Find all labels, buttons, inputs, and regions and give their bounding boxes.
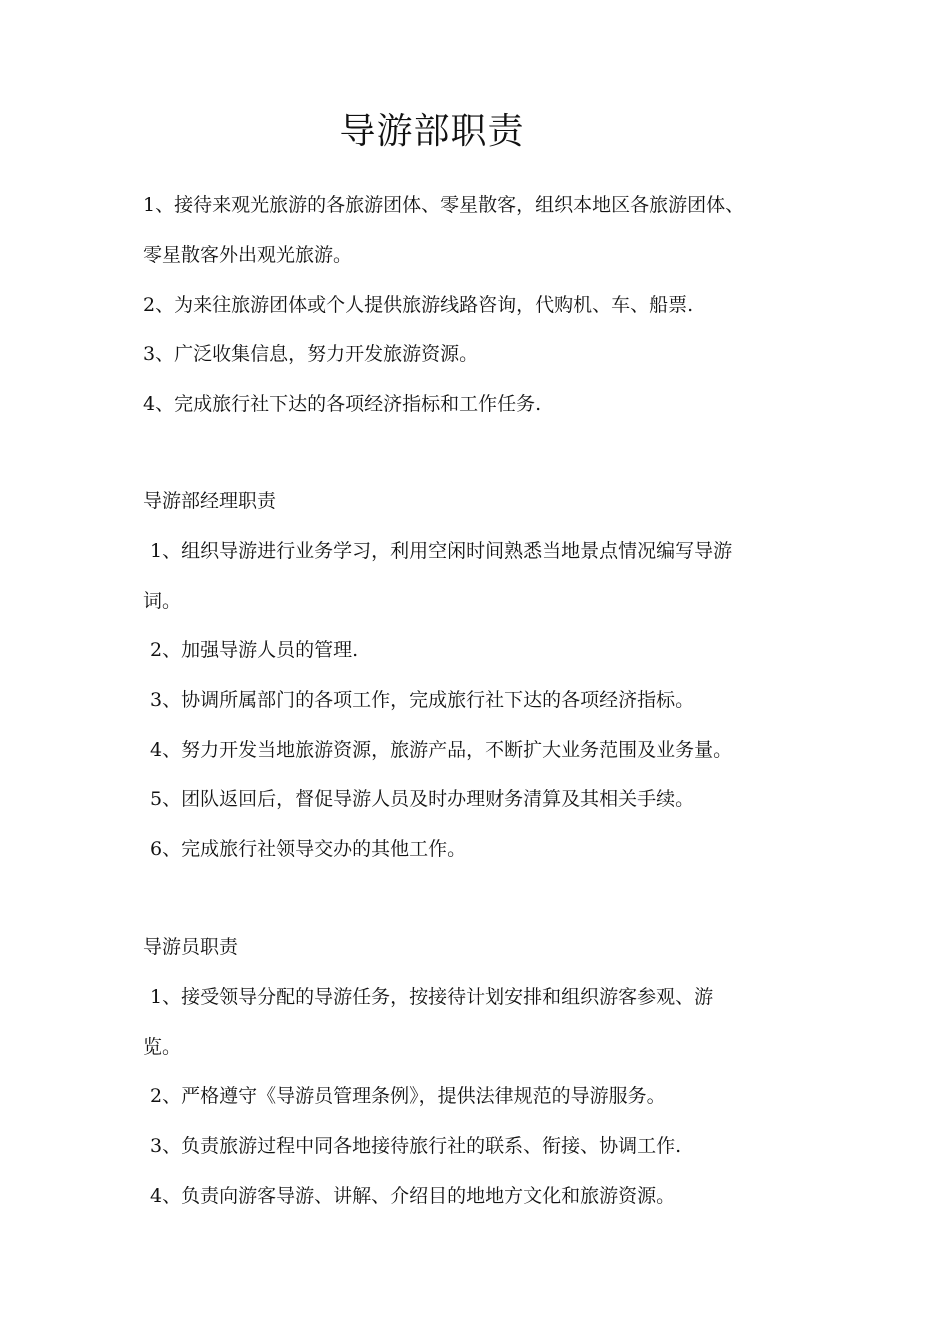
dept-item-2: 2、为来往旅游团体或个人提供旅游线路咨询，代购机、车、船票. [143,294,694,316]
guide-item-4: 4、负责向游客导游、讲解、介绍目的地地方文化和旅游资源。 [150,1185,676,1207]
manager-item-4: 4、努力开发当地旅游资源，旅游产品，不断扩大业务范围及业务量。 [150,739,733,761]
manager-item-3: 3、协调所属部门的各项工作，完成旅行社下达的各项经济指标。 [150,689,695,711]
dept-item-3: 3、广泛收集信息，努力开发旅游资源。 [143,343,479,365]
manager-item-6: 6、完成旅行社领导交办的其他工作。 [150,838,467,860]
manager-item-5: 5、团队返回后，督促导游人员及时办理财务清算及其相关手续。 [150,788,695,810]
guide-heading: 导游员职责 [143,936,239,958]
manager-item-2: 2、加强导游人员的管理. [150,639,359,661]
guide-item-2: 2、严格遵守《导游员管理条例》，提供法律规范的导游服务。 [150,1085,666,1107]
guide-item-1-line-2: 览。 [143,1036,182,1058]
dept-item-1-line-1: 1、接待来观光旅游的各旅游团体、零星散客，组织本地区各旅游团体、 [143,194,745,216]
page-title: 导游部职责 [339,111,525,152]
dept-item-4: 4、完成旅行社下达的各项经济指标和工作任务. [143,393,542,415]
manager-heading: 导游部经理职责 [143,490,277,512]
dept-item-1-line-2: 零星散客外出观光旅游。 [143,244,353,266]
manager-item-1-line-2: 词。 [143,590,182,612]
guide-item-3: 3、负责旅游过程中同各地接待旅行社的联系、衔接、协调工作. [150,1135,682,1157]
manager-item-1-line-1: 1、组织导游进行业务学习，利用空闲时间熟悉当地景点情况编写导游 [150,540,733,562]
guide-item-1-line-1: 1、接受领导分配的导游任务，按接待计划安排和组织游客参观、游 [150,986,714,1008]
